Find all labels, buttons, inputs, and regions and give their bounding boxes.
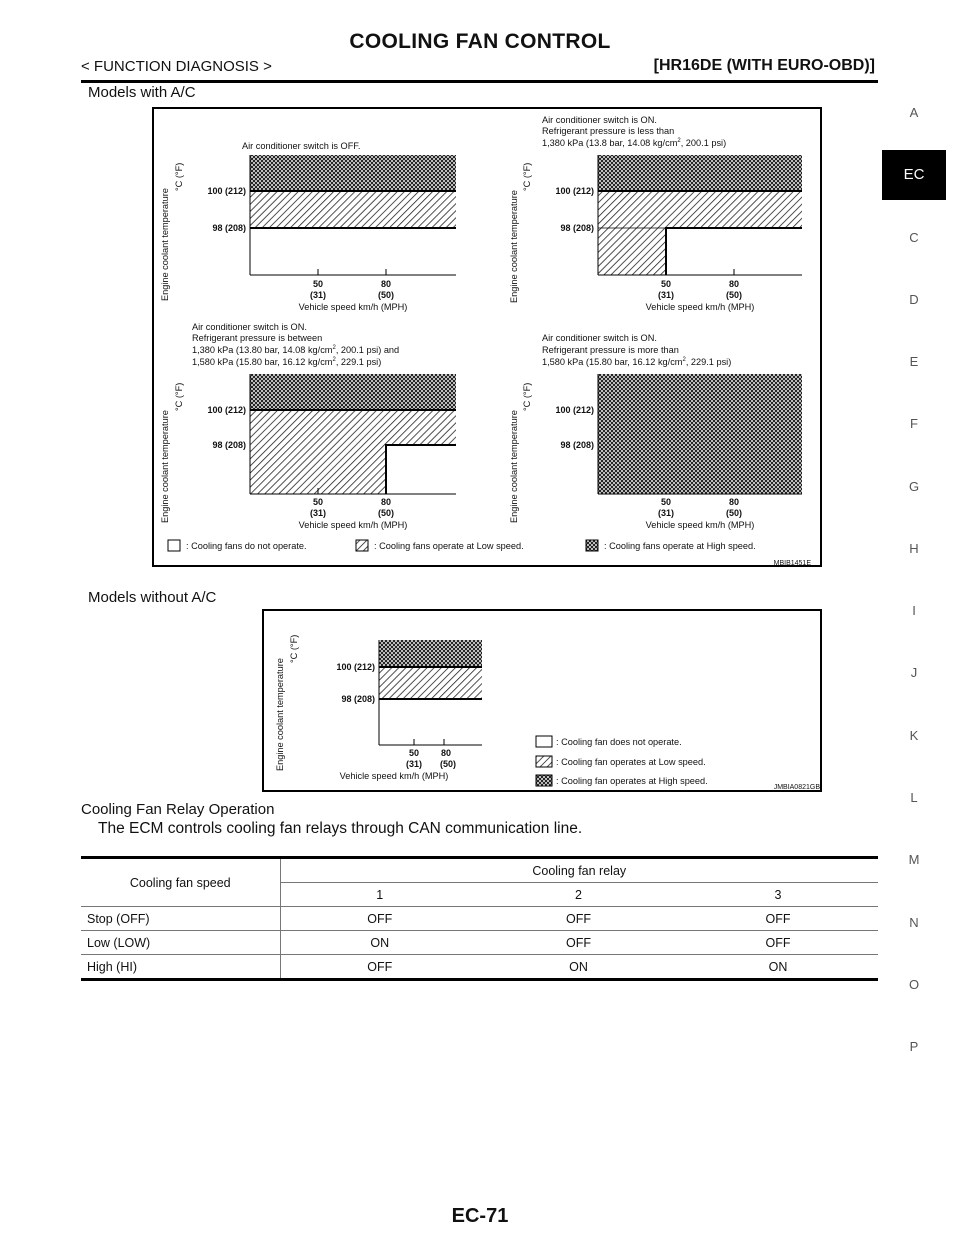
table-row [81,907,878,931]
svg-text:1,580 kPa (15.80 bar, 16.12 kg [542,357,731,367]
figure1-code: MBIB1451E [773,560,811,567]
panel1-title: Air conditioner switch is OFF. [242,141,361,151]
row-relay-3: ON [678,955,878,980]
panel3-line1: Air conditioner switch is ON. [192,322,307,332]
panel1-high-zone [250,155,456,191]
table-row [81,931,878,955]
panel4-xtick-50: 50 [660,497,672,507]
fig2-high-zone [379,640,482,667]
panel1-xtick-80: 80 [380,279,392,289]
panel3-xtick-50: 50 [312,497,324,507]
row-relay-3: OFF [678,907,878,931]
index-tab-d[interactable]: D [909,292,919,307]
panel1-yunit: °C (°F) [174,162,184,191]
index-tab-a[interactable]: A [909,105,919,120]
panel4-xtick-50mph: (50) [725,508,743,518]
panel4-yunit: °C (°F) [522,382,532,411]
index-tab-g[interactable]: G [908,479,920,494]
relay-table [81,856,878,981]
panel2-xtick-80: 80 [728,279,740,289]
legend-off-swatch [168,540,180,551]
panel2-line1: Air conditioner switch is ON. [542,115,657,125]
index-tab-e[interactable]: E [909,354,919,369]
panel2-ytick-100: 100 (212) [555,186,594,196]
panel1-low-zone [250,191,456,228]
page-title: COOLING FAN CONTROL [349,30,611,53]
panel3-line2: Refrigerant pressure is between [192,333,323,343]
row-relay-1: OFF [280,907,479,931]
panel3-line3a: 1,380 kPa (13.80 bar, 14.08 kg/cm [192,345,333,355]
index-tab-l[interactable]: L [910,790,918,805]
fig2-xtick-31: (31) [405,759,423,769]
panel3-line4a: 1,580 kPa (15.80 bar, 16.12 kg/cm [192,357,333,367]
row-relay-2: ON [479,955,678,980]
header-cooling-fan-relay: Cooling fan relay [280,858,878,883]
panel2-ytick-98: 98 (208) [560,223,594,233]
legend-high-label: : Cooling fans operate at High speed. [604,541,756,551]
row-relay-1: ON [280,931,479,955]
page-number: EC-71 [451,1205,509,1227]
section-label: < FUNCTION DIAGNOSIS > [81,58,272,75]
index-tab-p[interactable]: P [909,1039,919,1054]
index-tab-o[interactable]: O [908,977,920,992]
index-tab-c[interactable]: C [909,230,919,245]
row-speed: High (HI) [81,955,280,980]
panel4-xtick-31: (31) [657,508,675,518]
panel3-ylabel: Engine coolant temperature [160,410,170,523]
panel3-low-zone-slow [250,445,386,494]
legend-low-swatch [356,540,368,551]
panel4-xlabel: Vehicle speed km/h (MPH) [645,520,755,530]
index-tab-n[interactable]: N [909,915,919,930]
row-speed: Low (LOW) [81,931,280,955]
panel4-line3a: 1,580 kPa (15.80 bar, 16.12 kg/cm [542,357,683,367]
index-tab-ec[interactable]: EC [882,150,946,200]
panel4-line1: Air conditioner switch is ON. [542,333,657,343]
panel3-xlabel: Vehicle speed km/h (MPH) [298,520,408,530]
fig2-yunit: °C (°F) [289,634,299,663]
panel4-ytick-100: 100 (212) [555,405,594,415]
fig2-ytick-100: 100 (212) [336,662,375,672]
panel3-yunit: °C (°F) [174,382,184,411]
heading-models-with-ac: Models with A/C [88,84,196,101]
relay-table-header-row [81,858,878,883]
panel1-xtick-31: (31) [309,290,327,300]
figure2-code: JMBIA0821GB [773,784,820,791]
panel4-line3b: , 229.1 psi) [685,357,732,367]
panel3-high-zone [250,374,456,410]
panel2-xtick-50: 50 [660,279,672,289]
header-rule [81,80,878,83]
heading-relay-operation: Cooling Fan Relay Operation [81,801,275,818]
panel2-xtick-50mph: (50) [725,290,743,300]
fig2-legend-high-label: : Cooling fan operates at High speed. [556,776,708,786]
panel3-squared-1: 2 [332,345,336,351]
fig2-xtick-80: 80 [440,748,452,758]
panel4-ytick-98: 98 (208) [560,440,594,450]
figure1-legend [168,540,756,551]
relay-paragraph: The ECM controls cooling fan relays through CAN communication line. [98,820,583,837]
panel3-line4b: , 229.1 psi) [335,357,382,367]
panel3-xtick-31: (31) [309,508,327,518]
panel3-ytick-100: 100 (212) [207,405,246,415]
svg-text:1,380 kPa (13.8 bar, 14.08 kg/ [542,138,726,148]
panel2-line3b: , 200.1 psi) [680,138,727,148]
index-tab-f[interactable]: F [910,416,918,431]
fig2-legend-off-label: : Cooling fan does not operate. [556,737,682,747]
panel2-low-zone-slow [598,228,666,275]
header-cooling-fan-speed: Cooling fan speed [81,858,280,907]
panel-ac-on-mid-pressure [160,322,456,530]
panel4-squared: 2 [682,357,686,363]
fig2-xtick-50mph: (50) [439,759,457,769]
panel2-low-zone-wide [598,191,802,228]
index-tab-m[interactable]: M [908,852,920,867]
panel2-squared: 2 [677,138,681,144]
panel2-ylabel: Engine coolant temperature [509,190,519,303]
figure-with-ac [152,107,822,567]
figure-without-ac [262,609,822,792]
panel4-xtick-80: 80 [728,497,740,507]
panel2-yunit: °C (°F) [522,162,532,191]
panel-ac-on-high-pressure [509,333,802,530]
panel2-line3a: 1,380 kPa (13.8 bar, 14.08 kg/cm [542,138,678,148]
panel-ac-off [160,141,456,312]
fig2-low-zone [379,667,482,699]
row-speed: Stop (OFF) [81,907,280,931]
panel3-low-zone-wide [250,410,456,445]
panel1-ytick-98: 98 (208) [212,223,246,233]
svg-text:1,580 kPa (15.80 bar, 16.12 kg [192,357,381,367]
index-tab-h[interactable]: H [909,541,919,556]
fig2-xlabel: Vehicle speed km/h (MPH) [339,771,449,781]
panel1-xtick-50: 50 [312,279,324,289]
panel1-ytick-100: 100 (212) [207,186,246,196]
fig2-ylabel: Engine coolant temperature [275,658,285,771]
panel4-high-zone [598,374,802,494]
legend-high-swatch [586,540,598,551]
panel1-ylabel: Engine coolant temperature [160,188,170,301]
panel3-ytick-98: 98 (208) [212,440,246,450]
panel3-line3b: , 200.1 psi) and [335,345,400,355]
fig2-ytick-98: 98 (208) [341,694,375,704]
row-relay-3: OFF [678,931,878,955]
figure-without-ac-drawing [264,611,824,794]
table-row [81,955,878,980]
panel1-xtick-50mph: (50) [377,290,395,300]
row-relay-2: OFF [479,931,678,955]
fig2-xtick-50: 50 [408,748,420,758]
legend-low-label: : Cooling fans operate at Low speed. [374,541,524,551]
header-relay-1: 1 [280,883,479,907]
header-relay-2: 2 [479,883,678,907]
fig2-legend-low-swatch [536,756,552,767]
row-relay-1: OFF [280,955,479,980]
row-relay-2: OFF [479,907,678,931]
panel2-line2: Refrigerant pressure is less than [542,126,675,136]
index-tab-k[interactable]: K [909,728,919,743]
index-tab-i[interactable]: I [912,603,916,618]
figure-with-ac-drawing [154,109,824,569]
fig2-legend-off-swatch [536,736,552,747]
panel-ac-on-low-pressure [509,115,802,312]
panel2-xtick-31: (31) [657,290,675,300]
fig2-legend-low-label: : Cooling fan operates at Low speed. [556,757,706,767]
panel2-xlabel: Vehicle speed km/h (MPH) [645,302,755,312]
model-label: [HR16DE (WITH EURO-OBD)] [653,57,875,74]
fig2-legend-high-swatch [536,775,552,786]
panel3-xtick-50mph: (50) [377,508,395,518]
legend-off-label: : Cooling fans do not operate. [186,541,307,551]
panel3-xtick-80: 80 [380,497,392,507]
svg-text:1,380 kPa (13.80 bar, 14.08 kg [192,345,399,355]
panel1-xlabel: Vehicle speed km/h (MPH) [298,302,408,312]
panel2-high-zone [598,155,802,191]
panel4-line2: Refrigerant pressure is more than [542,345,679,355]
header-relay-3: 3 [678,883,878,907]
index-tab-j[interactable]: J [910,665,918,680]
panel4-ylabel: Engine coolant temperature [509,410,519,523]
figure2-legend [536,736,708,786]
panel3-squared-2: 2 [332,357,336,363]
heading-models-without-ac: Models without A/C [88,589,217,606]
